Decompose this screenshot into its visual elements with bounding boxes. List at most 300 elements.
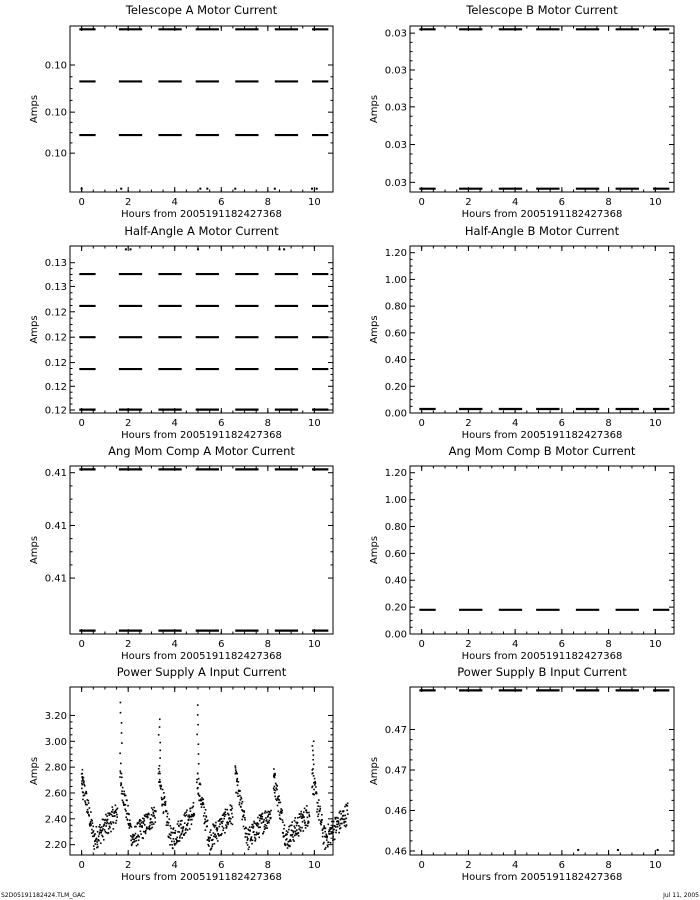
- data-point: [265, 827, 267, 829]
- data-point: [263, 831, 265, 833]
- data-point: [221, 818, 223, 820]
- y-tick-label: 0.00: [384, 408, 407, 420]
- data-point: [102, 819, 104, 821]
- data-point: [197, 248, 199, 250]
- data-point: [105, 814, 107, 816]
- data-point: [274, 796, 276, 798]
- data-point: [316, 793, 318, 795]
- data-point: [201, 797, 203, 799]
- data-point: [84, 800, 86, 802]
- chart-panel: [29, 224, 333, 441]
- data-point: [81, 784, 83, 786]
- data-point: [250, 838, 252, 840]
- y-tick-label: 1.00: [384, 495, 407, 507]
- data-point: [185, 828, 187, 830]
- data-point: [326, 836, 328, 838]
- data-point: [168, 837, 170, 839]
- y-tick-label: 1.20: [384, 248, 407, 260]
- data-point: [220, 834, 222, 836]
- data-point: [231, 809, 233, 811]
- x-axis-label: Hours from 2005191182427368: [121, 430, 282, 441]
- data-point: [205, 829, 207, 831]
- data-point: [183, 826, 185, 828]
- y-tick-label: 0.80: [384, 521, 407, 533]
- data-point: [151, 824, 153, 826]
- data-point: [296, 829, 298, 831]
- data-point: [198, 743, 200, 745]
- data-point: [191, 819, 193, 821]
- data-point: [255, 840, 257, 842]
- data-point: [81, 782, 83, 784]
- data-point: [215, 825, 217, 827]
- data-point: [163, 792, 165, 794]
- data-point: [140, 833, 142, 835]
- x-axis-label: Hours from 2005191182427368: [461, 430, 623, 441]
- y-tick-label: 0.13: [44, 281, 67, 293]
- y-tick-label: 0.47: [384, 765, 407, 777]
- data-point: [111, 814, 113, 816]
- data-point: [166, 816, 168, 818]
- data-point: [286, 838, 288, 840]
- data-point: [304, 820, 306, 822]
- data-point: [135, 833, 137, 835]
- plot-frame: [410, 26, 674, 192]
- data-point: [242, 801, 244, 803]
- x-tick-label: 10: [648, 418, 662, 429]
- data-point: [81, 773, 83, 775]
- y-axis-label: Amps: [29, 535, 40, 565]
- data-point: [117, 808, 119, 810]
- data-point: [274, 792, 276, 794]
- y-tick-label: 1.20: [384, 468, 407, 480]
- data-point: [171, 844, 173, 846]
- data-point: [159, 781, 161, 783]
- data-point: [230, 818, 232, 820]
- plot-frame: [70, 26, 333, 192]
- data-point: [347, 813, 349, 815]
- data-point: [213, 836, 215, 838]
- data-point: [292, 839, 294, 841]
- data-point: [180, 824, 182, 826]
- data-point: [146, 828, 148, 830]
- data-point: [196, 781, 198, 783]
- data-point: [315, 786, 317, 788]
- data-point: [171, 841, 173, 843]
- data-point: [265, 810, 267, 812]
- data-point: [105, 825, 107, 827]
- data-point: [268, 820, 270, 822]
- data-point: [313, 775, 315, 777]
- data-point: [282, 832, 284, 834]
- data-point: [88, 815, 90, 817]
- data-point: [235, 771, 237, 773]
- data-point: [242, 816, 244, 818]
- x-tick-label: 2: [124, 197, 132, 208]
- data-point: [225, 809, 227, 811]
- chart-panel: [369, 444, 674, 662]
- data-point: [207, 839, 209, 841]
- data-point: [186, 809, 188, 811]
- data-point: [313, 740, 315, 742]
- data-point: [294, 820, 296, 822]
- data-point: [318, 819, 320, 821]
- data-point: [252, 824, 254, 826]
- chart-title: Half-Angle B Motor Current: [464, 224, 620, 238]
- data-point: [206, 825, 208, 827]
- data-point: [187, 825, 189, 827]
- x-tick-label: 6: [558, 860, 566, 871]
- data-point: [173, 838, 175, 840]
- x-tick-label: 10: [308, 639, 321, 650]
- data-point: [222, 821, 224, 823]
- data-point: [231, 807, 233, 809]
- data-point: [125, 804, 127, 806]
- data-point: [92, 822, 94, 824]
- x-tick-label: 4: [171, 418, 178, 429]
- data-point: [209, 831, 211, 833]
- data-point: [219, 823, 221, 825]
- y-tick-label: 0.47: [384, 725, 407, 737]
- data-point: [267, 815, 269, 817]
- data-point: [154, 815, 156, 817]
- data-point: [266, 825, 268, 827]
- data-point: [232, 824, 234, 826]
- data-point: [285, 845, 287, 847]
- data-point: [158, 773, 160, 775]
- data-point: [269, 813, 271, 815]
- data-point: [319, 808, 321, 810]
- data-point: [121, 773, 123, 775]
- data-point: [257, 825, 259, 827]
- data-point: [218, 826, 220, 828]
- data-point: [81, 188, 83, 190]
- data-point: [263, 819, 265, 821]
- data-point: [175, 830, 177, 832]
- data-point: [338, 821, 340, 823]
- data-point: [314, 781, 316, 783]
- data-point: [278, 795, 280, 797]
- data-point: [268, 822, 270, 824]
- data-point: [235, 769, 237, 771]
- data-point: [331, 833, 333, 835]
- data-point: [82, 799, 84, 801]
- data-point: [109, 827, 111, 829]
- data-point: [145, 833, 147, 835]
- data-point: [196, 779, 198, 781]
- data-point: [206, 188, 208, 190]
- chart-panel: [29, 3, 333, 220]
- x-axis-label: Hours from 2005191182427368: [121, 209, 282, 220]
- y-tick-label: 0.41: [44, 468, 67, 480]
- data-point: [283, 835, 285, 837]
- data-point: [235, 767, 237, 769]
- data-point: [91, 829, 93, 831]
- data-point: [333, 829, 335, 831]
- data-point: [273, 768, 275, 770]
- data-point: [299, 827, 301, 829]
- data-point: [184, 822, 186, 824]
- data-point: [225, 824, 227, 826]
- data-point: [168, 822, 170, 824]
- x-tick-label: 6: [218, 418, 225, 429]
- data-point: [165, 803, 167, 805]
- y-tick-label: 0.00: [384, 629, 407, 641]
- data-point: [145, 830, 147, 832]
- data-point: [298, 835, 300, 837]
- x-axis-label: Hours from 2005191182427368: [461, 872, 623, 883]
- data-point: [339, 812, 341, 814]
- data-point: [244, 817, 246, 819]
- data-point: [147, 816, 149, 818]
- data-point: [114, 815, 116, 817]
- y-tick-label: 0.80: [384, 301, 407, 313]
- data-point: [346, 810, 348, 812]
- data-point: [121, 790, 123, 792]
- data-point: [244, 836, 246, 838]
- data-point: [347, 803, 349, 805]
- x-tick-label: 10: [648, 860, 662, 871]
- data-point: [177, 821, 179, 823]
- data-point: [138, 839, 140, 841]
- data-point: [300, 830, 302, 832]
- y-tick-label: 0.12: [44, 332, 67, 344]
- data-point: [190, 810, 192, 812]
- data-point: [167, 824, 169, 826]
- data-point: [307, 825, 309, 827]
- data-point: [317, 809, 319, 811]
- data-point: [124, 809, 126, 811]
- data-point: [103, 839, 105, 841]
- data-point: [129, 819, 131, 821]
- data-point: [283, 828, 285, 830]
- data-point: [277, 810, 279, 812]
- data-point: [246, 833, 248, 835]
- data-point: [282, 821, 284, 823]
- data-point: [317, 802, 319, 804]
- data-point: [211, 847, 213, 849]
- data-point: [241, 819, 243, 821]
- data-point: [143, 818, 145, 820]
- data-point: [121, 732, 123, 734]
- data-point: [82, 791, 84, 793]
- data-point: [323, 842, 325, 844]
- data-point: [267, 822, 269, 824]
- data-point: [214, 843, 216, 845]
- data-point: [270, 810, 272, 812]
- data-point: [165, 801, 167, 803]
- data-point: [207, 820, 209, 822]
- data-point: [289, 839, 291, 841]
- data-point: [279, 799, 281, 801]
- y-tick-label: 2.40: [44, 814, 67, 826]
- y-tick-label: 0.60: [384, 548, 407, 560]
- data-point: [130, 823, 132, 825]
- data-point: [305, 824, 307, 826]
- data-point: [92, 826, 94, 828]
- y-tick-label: 0.03: [384, 28, 407, 40]
- data-point: [249, 826, 251, 828]
- data-point: [337, 824, 339, 826]
- data-point: [88, 802, 90, 804]
- data-point: [253, 826, 255, 828]
- data-point: [197, 704, 199, 706]
- data-point: [241, 803, 243, 805]
- y-axis-label: Amps: [29, 756, 40, 786]
- data-point: [162, 789, 164, 791]
- data-point: [82, 769, 84, 771]
- y-tick-label: 0.46: [384, 805, 407, 817]
- data-point: [293, 831, 295, 833]
- data-point: [312, 759, 314, 761]
- x-tick-label: 0: [418, 860, 425, 871]
- data-point: [234, 765, 236, 767]
- data-point: [210, 829, 212, 831]
- data-point: [112, 806, 114, 808]
- data-point: [144, 824, 146, 826]
- data-point: [314, 778, 316, 780]
- chart-panel: [369, 3, 674, 220]
- data-point: [107, 812, 109, 814]
- data-point: [161, 797, 163, 799]
- x-tick-label: 0: [418, 639, 425, 650]
- data-point: [324, 831, 326, 833]
- data-point: [222, 826, 224, 828]
- data-point: [327, 824, 329, 826]
- data-point: [206, 816, 208, 818]
- data-point: [159, 742, 161, 744]
- data-point: [226, 826, 228, 828]
- data-point: [254, 822, 256, 824]
- data-point: [335, 829, 337, 831]
- data-point: [149, 825, 151, 827]
- data-point: [217, 828, 219, 830]
- y-tick-label: 0.20: [384, 602, 407, 614]
- data-point: [292, 834, 294, 836]
- data-point: [243, 814, 245, 816]
- data-point: [200, 784, 202, 786]
- data-point: [214, 826, 216, 828]
- data-point: [216, 830, 218, 832]
- data-point: [113, 828, 115, 830]
- data-point: [280, 818, 282, 820]
- y-axis-label: Amps: [369, 315, 380, 344]
- x-tick-label: 4: [511, 860, 519, 871]
- data-point: [326, 839, 328, 841]
- data-point: [344, 815, 346, 817]
- data-point: [249, 829, 251, 831]
- data-point: [127, 805, 129, 807]
- data-point: [308, 812, 310, 814]
- data-point: [237, 784, 239, 786]
- y-axis-label: Amps: [369, 756, 380, 786]
- data-point: [296, 825, 298, 827]
- data-point: [139, 820, 141, 822]
- data-point: [204, 818, 206, 820]
- data-point: [274, 777, 276, 779]
- data-point: [130, 248, 132, 250]
- data-point: [325, 847, 327, 849]
- data-point: [236, 781, 238, 783]
- data-point: [237, 793, 239, 795]
- data-point: [151, 827, 153, 829]
- data-point: [294, 835, 296, 837]
- data-point: [335, 826, 337, 828]
- data-point: [332, 826, 334, 828]
- data-point: [132, 838, 134, 840]
- data-point: [251, 843, 253, 845]
- data-point: [120, 712, 122, 714]
- data-point: [181, 837, 183, 839]
- data-point: [253, 821, 255, 823]
- data-point: [328, 841, 330, 843]
- data-point: [278, 802, 280, 804]
- data-point: [153, 813, 155, 815]
- data-point: [274, 786, 276, 788]
- data-point: [207, 844, 209, 846]
- data-point: [179, 831, 181, 833]
- x-tick-label: 2: [124, 418, 132, 429]
- data-point: [123, 791, 125, 793]
- x-tick-label: 0: [78, 418, 85, 429]
- data-point: [121, 722, 123, 724]
- data-point: [198, 763, 200, 765]
- data-point: [112, 809, 114, 811]
- data-point: [104, 822, 106, 824]
- data-point: [120, 188, 122, 190]
- x-tick-label: 8: [264, 639, 272, 650]
- data-point: [110, 831, 112, 833]
- data-point: [266, 827, 268, 829]
- data-point: [258, 827, 260, 829]
- x-tick-label: 6: [558, 418, 566, 429]
- data-point: [212, 839, 214, 841]
- plot-frame: [70, 466, 333, 634]
- data-point: [83, 780, 85, 782]
- y-tick-label: 3.00: [44, 736, 67, 748]
- data-point: [335, 832, 337, 834]
- data-point: [170, 827, 172, 829]
- data-point: [155, 811, 157, 813]
- data-point: [93, 845, 95, 847]
- y-tick-label: 0.60: [384, 328, 407, 340]
- data-point: [125, 816, 127, 818]
- data-point: [115, 812, 117, 814]
- data-point: [97, 846, 99, 848]
- data-point: [159, 779, 161, 781]
- data-point: [90, 821, 92, 823]
- data-point: [331, 821, 333, 823]
- data-point: [265, 817, 267, 819]
- y-tick-label: 0.12: [44, 307, 67, 319]
- x-tick-label: 8: [264, 418, 272, 429]
- data-point: [239, 790, 241, 792]
- data-point: [88, 800, 90, 802]
- data-point: [187, 829, 189, 831]
- data-point: [313, 754, 315, 756]
- data-point: [297, 822, 299, 824]
- data-point: [122, 800, 124, 802]
- data-point: [343, 815, 345, 817]
- y-tick-label: 1.00: [384, 274, 407, 286]
- data-point: [282, 819, 284, 821]
- data-point: [158, 734, 160, 736]
- data-point: [198, 793, 200, 795]
- data-point: [342, 819, 344, 821]
- data-point: [135, 826, 137, 828]
- data-point: [291, 824, 293, 826]
- data-point: [276, 789, 278, 791]
- data-point: [248, 848, 250, 850]
